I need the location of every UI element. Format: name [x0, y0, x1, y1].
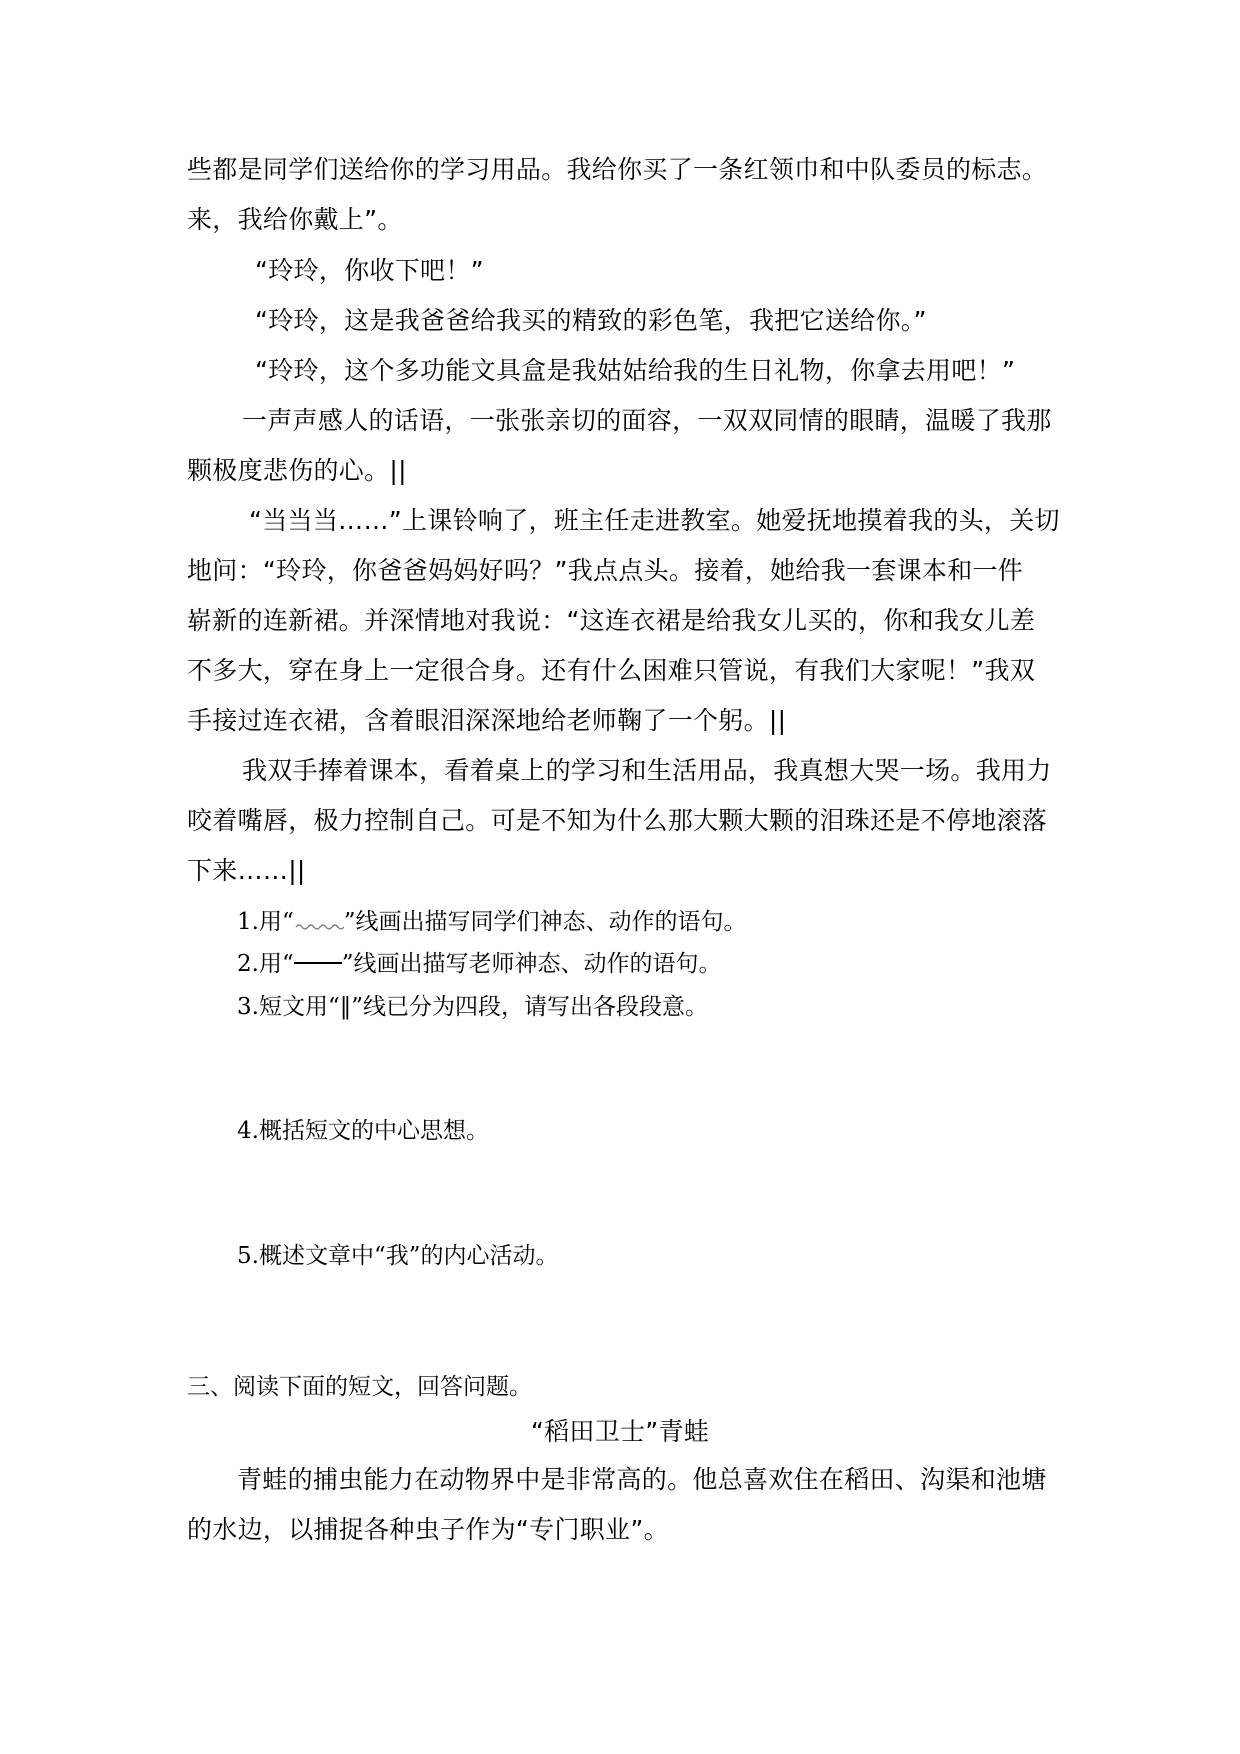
- passage-line-2: 来，我给你戴上”。: [187, 205, 403, 234]
- section-3-line-1: 青蛙的捕虫能力在动物界中是非常高的。他总喜欢住在稻田、沟渠和池塘: [237, 1465, 1047, 1494]
- passage-line-14: 咬着嘴唇，极力控制自己。可是不知为什么那大颗大颗的泪珠还是不停地滚落: [187, 806, 1048, 835]
- section-3-line-2: 的水边，以捕捉各种虫子作为“专门职业”。: [187, 1515, 669, 1544]
- question-2-suffix: ”线画出描写老师神态、动作的语句。: [341, 951, 722, 977]
- question-1-prefix: 1.用“: [237, 909, 294, 935]
- passage-line-8: “当当当……”上课铃响了，班主任走进教室。她爱抚地摸着我的头，关切: [249, 506, 1060, 535]
- passage-line-7: 颗极度悲伤的心。||: [187, 456, 407, 485]
- passage-line-11: 不多大，穿在身上一定很合身。还有什么困难只管说，有我们大家呢！”我双: [187, 656, 1036, 685]
- passage-line-15: 下来……||: [187, 856, 306, 885]
- passage-line-10: 崭新的连新裙。并深情地对我说：“这连衣裙是给我女儿买的，你和我女儿差: [187, 606, 1036, 635]
- question-5: 5.概述文章中“我”的内心活动。: [237, 1243, 559, 1269]
- passage-line-6: 一声声感人的话语，一张张亲切的面容，一双双同情的眼睛，温暖了我那: [242, 406, 1052, 435]
- passage-line-13: 我双手捧着课本，看着桌上的学习和生活用品，我真想大哭一场。我用力: [242, 756, 1052, 785]
- passage-line-9: 地问：“玲玲，你爸爸妈妈好吗？”我点点头。接着，她给我一套课本和一件: [187, 556, 1024, 585]
- question-1: [237, 903, 746, 936]
- section-3-heading: 三、阅读下面的短文，回答问题。: [187, 1374, 532, 1400]
- straight-underline-icon: [294, 962, 342, 964]
- question-4: 4.概括短文的中心思想。: [237, 1118, 489, 1144]
- passage-line-12: 手接过连衣裙，含着眼泪深深地给老师鞠了一个躬。||: [187, 706, 787, 735]
- section-3-title: “稻田卫士”青蛙: [530, 1417, 710, 1446]
- passage-line-3: “玲玲，你收下吧！”: [255, 256, 484, 285]
- wavy-underline-icon: [294, 911, 344, 931]
- question-2: [237, 945, 721, 978]
- question-1-suffix: ”线画出描写同学们神态、动作的语句。: [343, 909, 747, 935]
- passage-line-5: “玲玲，这个多功能文具盒是我姑姑给我的生日礼物，你拿去用吧！”: [255, 356, 1016, 385]
- question-3: 3.短文用“‖”线已分为四段，请写出各段段意。: [237, 994, 708, 1020]
- passage-line-4: “玲玲，这是我爸爸给我买的精致的彩色笔，我把它送给你。”: [255, 306, 927, 335]
- passage-line-1: 些都是同学们送给你的学习用品。我给你买了一条红领巾和中队委员的标志。: [187, 155, 1048, 184]
- question-2-prefix: 2.用“: [237, 951, 294, 977]
